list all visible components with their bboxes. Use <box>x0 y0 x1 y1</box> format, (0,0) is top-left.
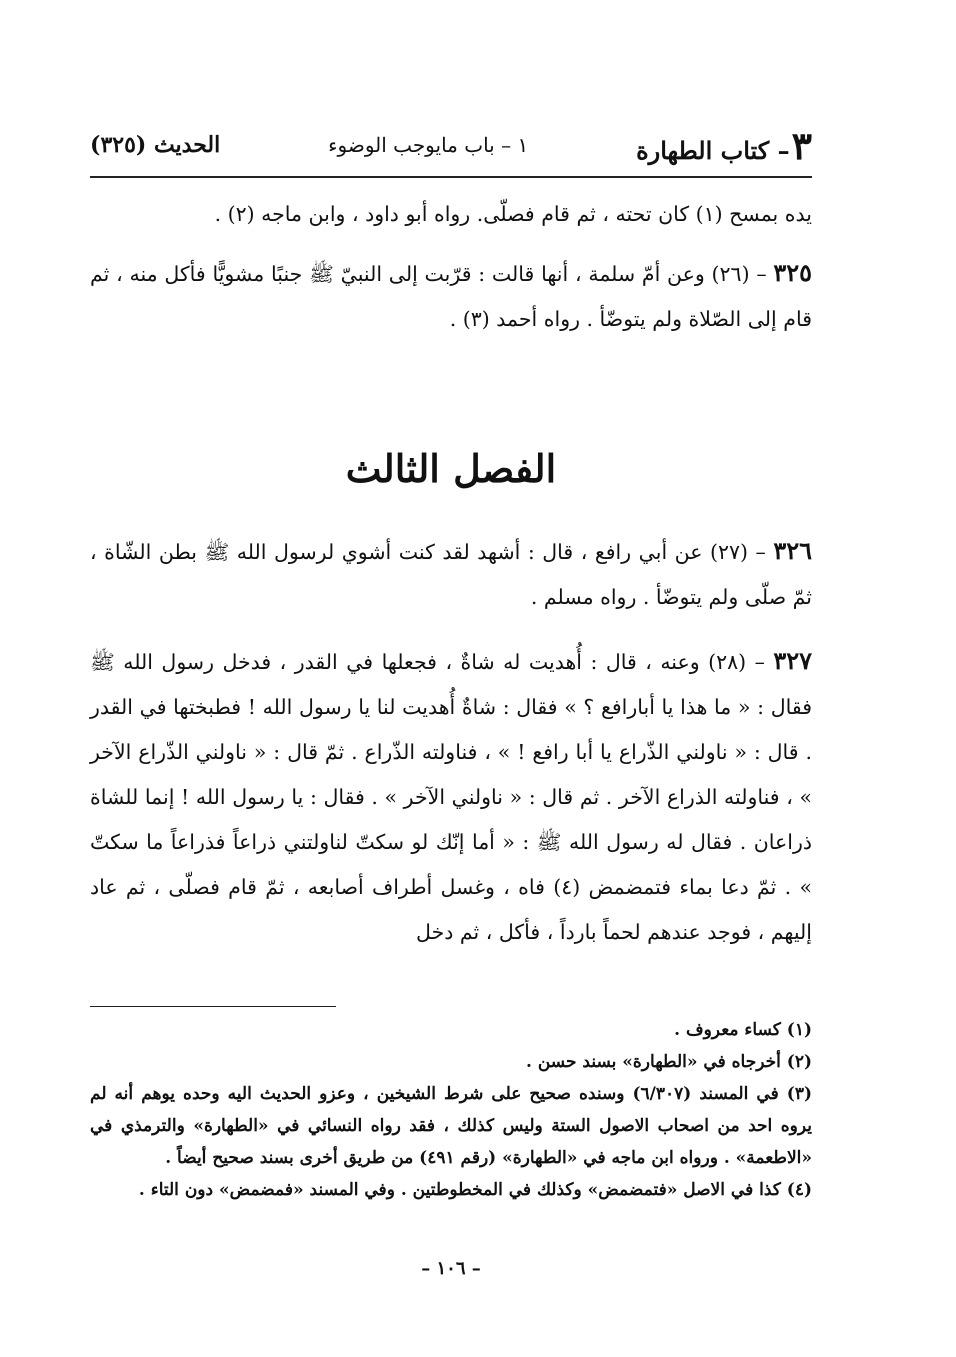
footnote-divider <box>90 1006 336 1007</box>
paragraph-text: يده بمسح (١) كان تحته ، ثم قام فصلّى. رواه أبو داود ، وابن ماجه (٢) . <box>214 202 812 226</box>
book-title-text: – كتاب الطهارة <box>636 135 790 165</box>
hadith-paragraph <box>90 528 812 620</box>
book-page <box>90 110 812 1290</box>
hadith-paragraph <box>90 250 812 342</box>
hadith-number: ٣٢٧ <box>773 646 813 675</box>
footnotes <box>90 1014 812 1206</box>
page-number: – ١٠٦ – <box>421 1258 481 1279</box>
hadith-paragraph <box>90 192 812 237</box>
book-title <box>636 123 812 168</box>
footnote: (١) كساء معروف . <box>674 1020 812 1040</box>
footnote: (٤) كذا في الاصل «فتمضمض» وكذلك في المخطوطتين . وفي المسند «فمضمض» دون التاء . <box>138 1180 812 1200</box>
hadith-number: ٣٢٦ <box>773 536 812 565</box>
paragraph-text: – (٢٦) وعن أمّ سلمة ، أنها قالت : قرّبت إلى النبيّ ﷺ جنبًا مشويًّا فأكل منه ، ثم قام إلى الصّلاة ولم يتوضّأ . رواه أحمد (٣) . <box>90 262 812 331</box>
book-number: ٣ <box>791 122 812 168</box>
section-heading: الفصل الثالث <box>345 446 557 491</box>
hadith-paragraph <box>90 638 812 955</box>
running-header <box>90 120 812 170</box>
footnote: (٣) في المسند (٦/٣٠٧) وسنده صحيح على شرط الشيخين ، وعزو الحديث اليه وحده يوهم أنه لم يروه احد من اصحاب الاصول الستة وليس كذلك ، فقد رواه النسائي في «الطهارة» والترمذي في «الاطعمة» . ورواه ابن ماجه في «الطهارة» (رقم ٤٩١) من طريق أخرى بسند صحيح أيضاً . <box>90 1084 812 1168</box>
paragraph-text: – (٢٧) عن أبي رافع ، قال : أشهد لقد كنت أشوي لرسول الله ﷺ بطن الشّاة ، ثمّ صلّى ولم يتوضّأ . رواه مسلم . <box>90 540 812 609</box>
hadith-reference: الحديث (٣٢٥) <box>90 132 221 158</box>
paragraph-text: – (٢٨) وعنه ، قال : أُهديت له شاةٌ ، فجعلها في القدر ، فدخل رسول الله ﷺ فقال : « ما هذا يا أبارافع ؟ » فقال : شاةٌ أُهديت لنا يا رسول الله ! فطبختها في القدر . قال : « ناولني الذّراع يا أبا رافع ! » ، فناولته الذّراع . ثمّ قال : « ناولني الذّراع الآخر » ، فناولته الذراع الآخر . ثم قال : « ناولني الآخر » . فقال : يا رسول الله ! إنما للشاة ذراعان . فقال له رسول الله ﷺ : « أما إنّك لو سكتّ لناولتني ذراعاً فذراعاً ما سكتّ » . ثمّ دعا بماء فتمضمض (٤) فاه ، وغسل أطراف أصابعه ، ثمّ قام فصلّى ، ثم عاد إليهم ، فوجد عندهم لحماً بارداً ، فأكل ، ثم دخل <box>90 650 812 944</box>
header-divider <box>90 176 812 178</box>
footnote: (٢) أخرجاه في «الطهارة» بسند حسن . <box>526 1052 812 1072</box>
hadith-number: ٣٢٥ <box>773 258 812 287</box>
chapter-title: ١ – باب مايوجب الوضوء <box>328 133 529 157</box>
